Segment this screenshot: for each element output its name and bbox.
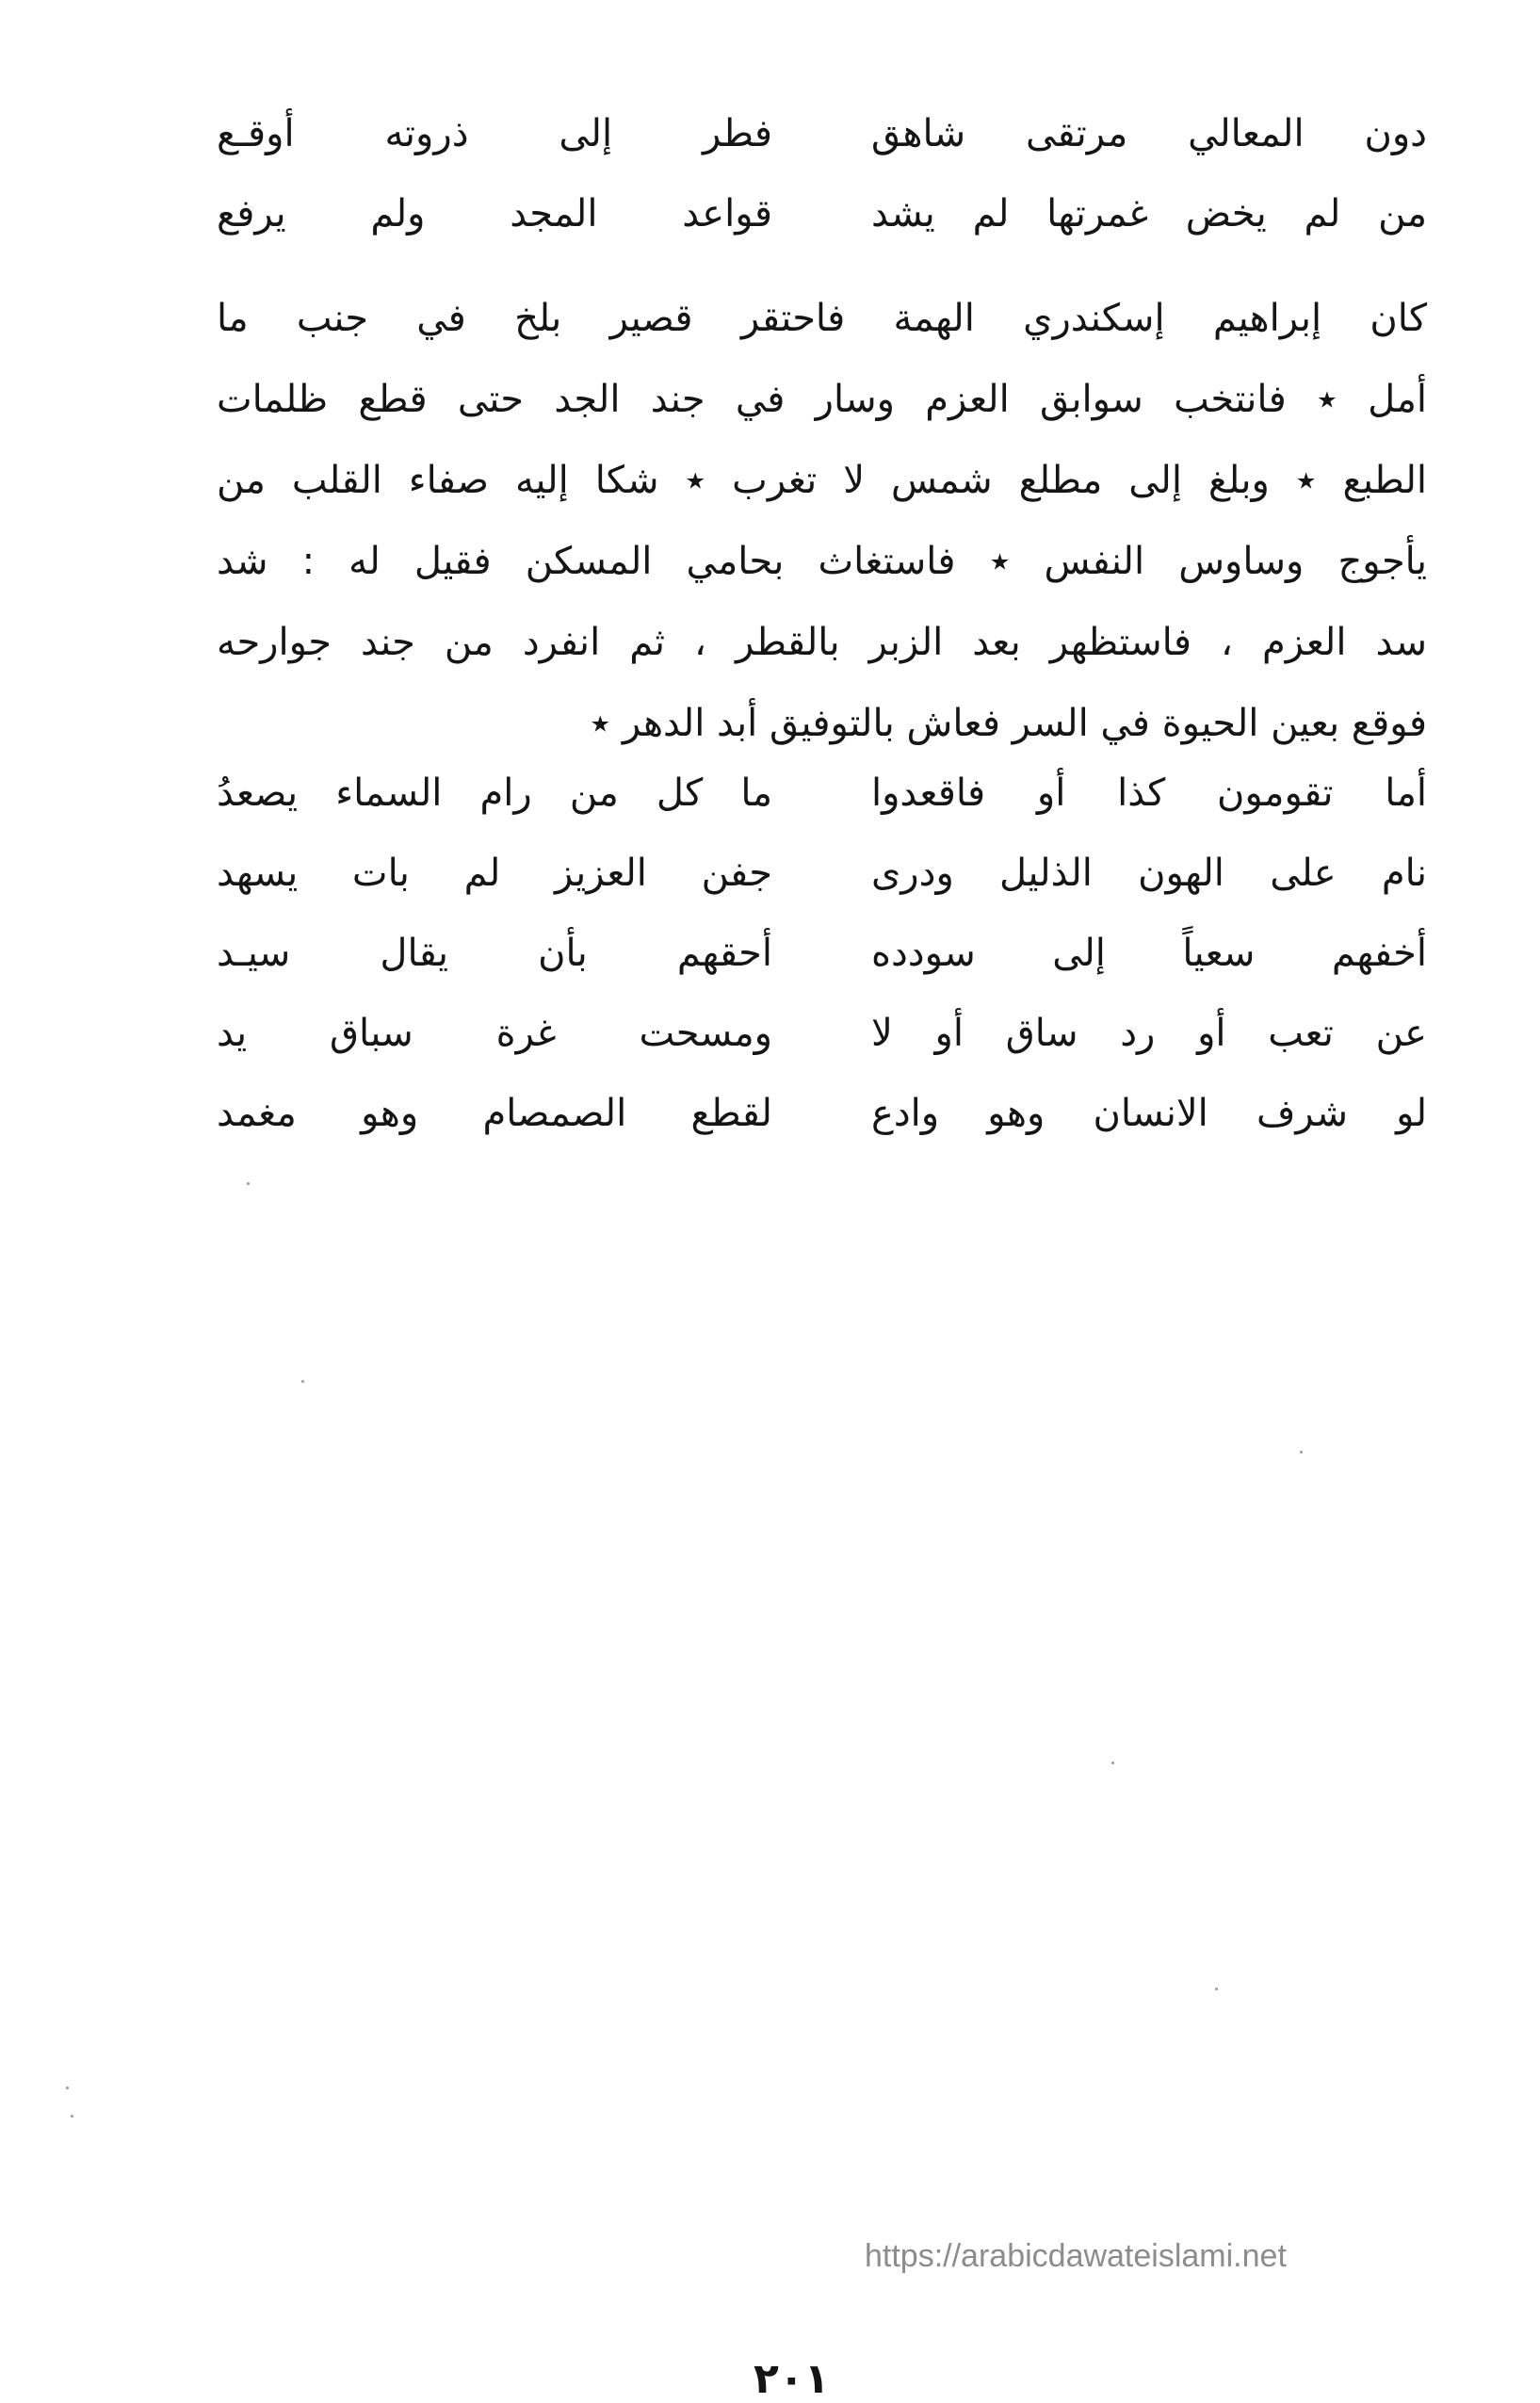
verse-line [217,914,1427,994]
scan-speck [301,1380,304,1383]
hemistich-left: قواعد المجد ولم يرفع [217,192,772,235]
source-url: https://arabicdawateislami.net [865,2238,1287,2274]
scan-speck [1300,1451,1303,1453]
hemistich-right: أخفهم سعياً إلى سودده [871,932,1427,975]
hemistich-right: أما تقومون كذا أو فاقعدوا [871,771,1427,815]
hemistich-left: لقطع الصمصام وهو مغمد [217,1092,772,1135]
scan-speck [71,2115,73,2118]
scan-speck [1111,1762,1114,1764]
verse-line [217,754,1427,834]
page-number: ٢٠١ [754,2355,830,2403]
verse-line [217,1074,1427,1154]
verse-line [217,834,1427,914]
verse-line [217,174,1427,254]
prose-line: الطبع ٭ وبلغ إلى مطلع شمس لا تغرب ٭ شكا إليه صفاء القلب من [217,459,1427,502]
scan-speck [247,1182,250,1185]
prose-line: كان إبراهيم إسكندري الهمة فاحتقر قصير بلخ في جنب ما [217,297,1427,340]
verse-block-bottom [217,754,1427,1154]
hemistich-left: ومسحت غرة سباق يد [217,1012,772,1055]
hemistich-right: عن تعب أو رد ساق أو لا [871,1012,1427,1055]
prose-paragraph [217,278,1427,764]
hemistich-right: لو شرف الانسان وهو وادع [871,1092,1427,1135]
prose-line: سد العزم ، فاستظهر بعد الزبر بالقطر ، ثم انفرد من جند جوارحه [217,621,1427,664]
hemistich-left: أحقهم بأن يقال سيـد [217,932,772,975]
verse-block-top [217,94,1427,254]
verse-line [217,994,1427,1074]
scan-speck [1215,1988,1218,1990]
hemistich-right: من لم يخض غمرتها لم يشد [871,192,1427,235]
verse-line [217,94,1427,174]
prose-line: فوقع بعين الحيوة في السر فعاش بالتوفيق أبد الدهر ٭ [590,702,1427,745]
scan-speck [66,2086,69,2089]
prose-line: يأجوج وساوس النفس ٭ فاستغاث بحامي المسكن فقيل له : شد [217,540,1427,583]
hemistich-right: نام على الهون الذليل ودرى [871,852,1427,895]
prose-line: أمل ٭ فانتخب سوابق العزم وسار في جند الجد حتى قطع ظلمات [217,378,1427,421]
hemistich-right: دون المعالي مرتقى شاهق [871,112,1427,155]
hemistich-left: ما كل من رام السماء يصعدُ [217,771,772,815]
hemistich-left: جفن العزيز لم بات يسهد [217,852,772,895]
hemistich-left: فطر إلى ذروته أوقـع [217,112,772,155]
